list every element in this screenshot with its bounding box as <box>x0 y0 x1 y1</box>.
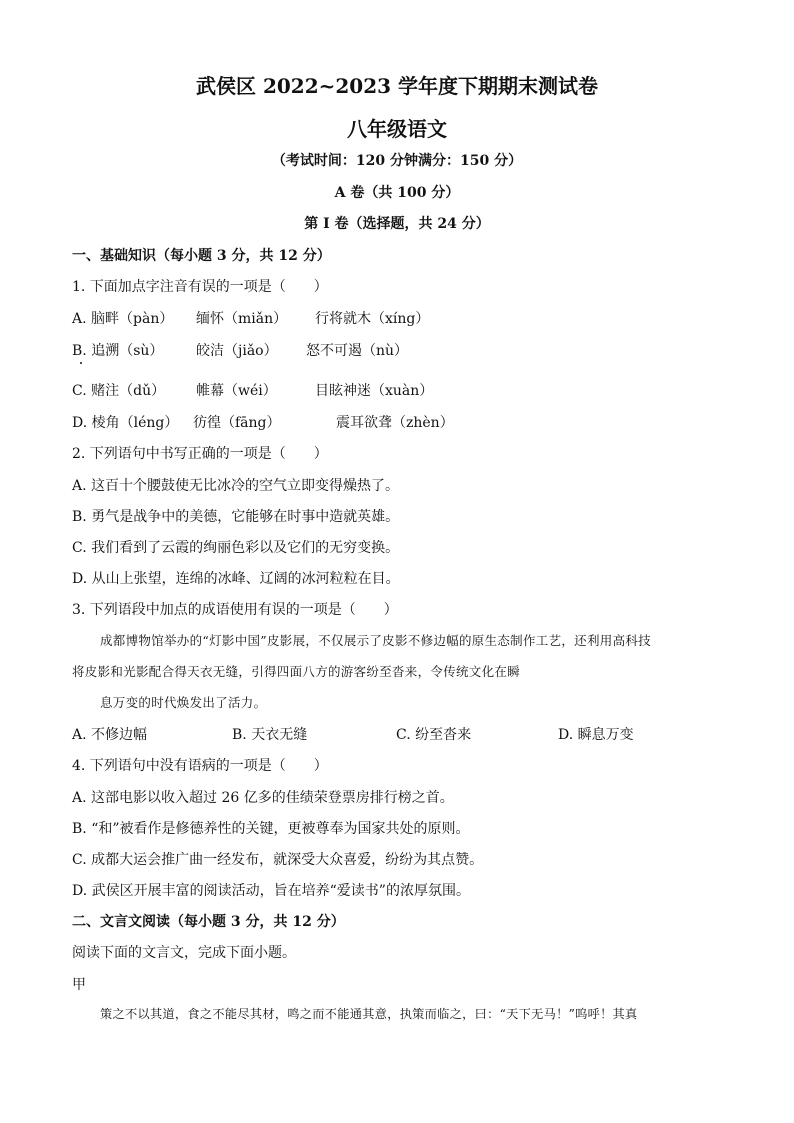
q4-option-b: B. “和”被看作是修德养性的关键，更被尊奉为国家共处的原则。 <box>72 821 470 837</box>
part-1-heading: 第 I 卷（选择题，共 24 分） <box>304 216 490 232</box>
q1-option-d-3: 震耳欲聋（zhèn） <box>336 415 454 431</box>
q1-option-c-3: 目眩神迷（xuàn） <box>315 383 434 399</box>
q3-option-a: A. 不修边幅 <box>72 727 148 743</box>
q1-option-b-3: 怒不可遏（nù） <box>306 343 409 359</box>
q4-option-a: A. 这部电影以收入超过 26 亿多的佳绩荣登票房排行榜之首。 <box>72 790 454 806</box>
passage-jia-line-1: 策之不以其道，食之不能尽其材，鸣之而不能通其意，执策而临之，曰：“天下无马！”呜呼！其真 <box>100 1007 638 1021</box>
question-4-stem: 4. 下列语句中没有语病的一项是（ ） <box>72 758 328 774</box>
q4-option-d: D. 武侯区开展丰富的阅读活动，旨在培养“爱读书”的浓厚氛围。 <box>72 883 470 899</box>
q1-option-d-2: 彷徨（fāng） <box>193 415 281 431</box>
q3-option-b: B. 天衣无缝 <box>232 727 308 743</box>
q1-option-a-3: 行将就木（xíng） <box>315 311 430 327</box>
q3-passage-line-2: 将皮影和光影配合得天衣无缝，引得四面八方的游客纷至沓来，令传统文化在瞬 <box>72 664 521 679</box>
q1-option-b-2: 皎洁（jiǎo） <box>196 343 278 359</box>
q3-option-c: C. 纷至沓来 <box>396 727 472 743</box>
exam-title: 武侯区 2022~2023 学年度下期期末测试卷 <box>195 74 598 98</box>
q2-option-b: B. 勇气是战争中的美德，它能够在时事中造就英雄。 <box>72 509 400 525</box>
exam-info: （考试时间：120 分钟满分：150 分） <box>271 153 523 169</box>
q1-option-d-1: D. 棱角（léng） <box>72 415 179 431</box>
volume-a-heading: A 卷（共 100 分） <box>334 185 460 201</box>
q2-option-c: C. 我们看到了云霞的绚丽色彩以及它们的无穷变换。 <box>72 540 400 556</box>
q2-option-a: A. 这百十个腰鼓使无比冰冷的空气立即变得燥热了。 <box>72 478 400 494</box>
q3-passage-line-3: 息万变的时代焕发出了活力。 <box>100 695 267 710</box>
q4-option-c: C. 成都大运会推广曲一经发布，就深受大众喜爱，纷纷为其点赞。 <box>72 852 484 868</box>
section-2-heading: 二、文言文阅读（每小题 3 分，共 12 分） <box>72 914 345 930</box>
emphasis-dot <box>80 362 82 364</box>
q1-option-c-2: 帷幕（wéi） <box>196 383 277 399</box>
subject-title: 八年级语文 <box>347 117 447 141</box>
q1-option-a-2: 缅怀（miǎn） <box>196 311 288 327</box>
question-3-stem: 3. 下列语段中加点的成语使用有误的一项是（ ） <box>72 602 398 618</box>
q2-option-d: D. 从山上张望，连绵的冰峰、辽阔的冰河粒粒在目。 <box>72 571 400 587</box>
section-1-heading: 一、基础知识（每小题 3 分，共 12 分） <box>72 248 331 264</box>
question-2-stem: 2. 下列语句中书写正确的一项是（ ） <box>72 446 328 462</box>
question-1-stem: 1. 下面加点字注音有误的一项是（ ） <box>72 279 328 295</box>
q3-option-d: D. 瞬息万变 <box>558 727 634 743</box>
q1-option-b-1: B. 追溯（sù） <box>72 343 164 359</box>
passage-label-jia: 甲 <box>72 977 86 993</box>
q1-option-c-1: C. 赌注（dǔ） <box>72 383 166 399</box>
section-2-intro: 阅读下面的文言文，完成下面小题。 <box>72 945 296 961</box>
q3-passage-line-1: 成都博物馆举办的“灯影中国”皮影展，不仅展示了皮影不修边幅的原生态制作工艺，还利用高科技 <box>100 633 651 648</box>
q1-option-a-1: A. 脑畔（pàn） <box>72 311 174 327</box>
